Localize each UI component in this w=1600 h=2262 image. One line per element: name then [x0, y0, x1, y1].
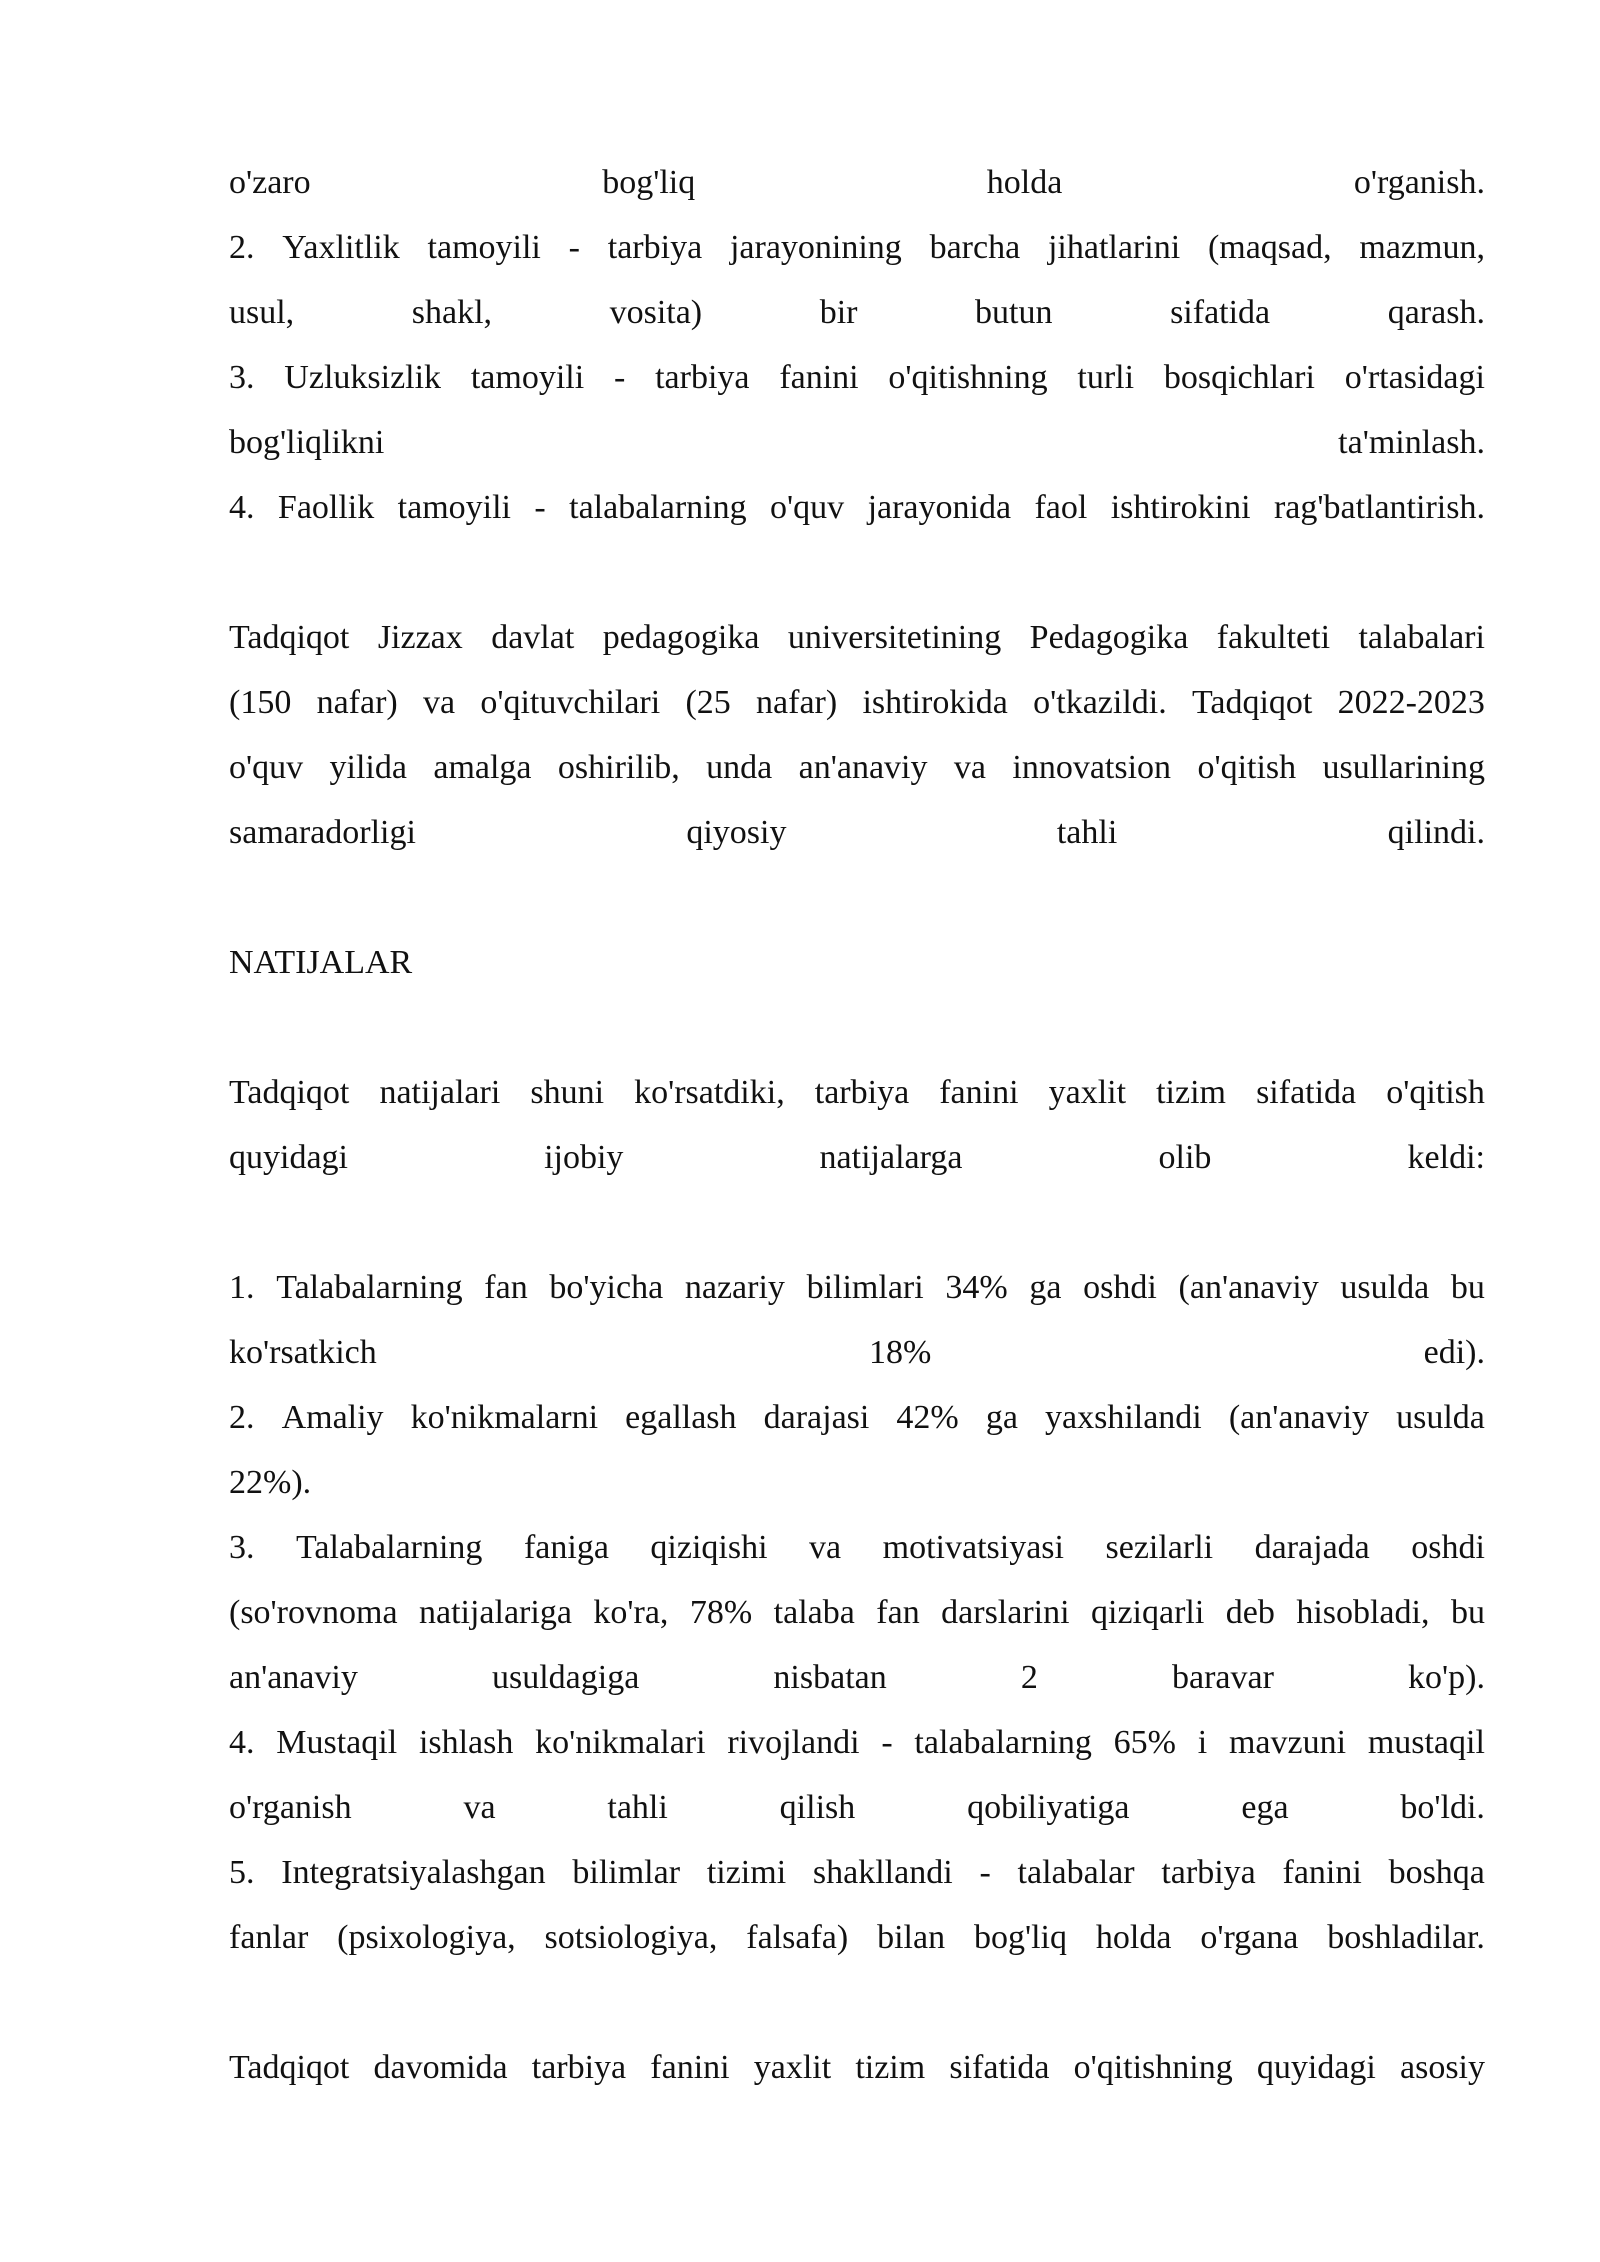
word: Tadqiqot: [229, 1074, 350, 1111]
word: talabalarning: [914, 1724, 1092, 1761]
word: tarbiya: [655, 359, 750, 396]
word: yaxlit: [1048, 1074, 1127, 1111]
word: ko'ra,: [593, 1594, 669, 1631]
word: amalga: [433, 749, 532, 786]
word: deb: [1225, 1594, 1275, 1631]
word: 2.: [229, 1399, 255, 1436]
word: (so'rovnoma: [229, 1594, 398, 1631]
word: turli: [1077, 359, 1135, 396]
word: ishlash: [418, 1724, 514, 1761]
word: ko'rsatkich: [229, 1334, 377, 1371]
word: tizim: [855, 2049, 926, 2086]
paragraph-gap: [229, 540, 1485, 605]
word: 3.: [229, 359, 255, 396]
word: oshirilib,: [557, 749, 680, 786]
word: i: [1197, 1724, 1208, 1761]
word: ishtirokida: [862, 684, 1008, 721]
word: -: [613, 359, 626, 396]
word: natijalariga: [419, 1594, 572, 1631]
word: bilimlari: [806, 1269, 924, 1306]
word: nafar): [756, 684, 838, 721]
text-line: [229, 1320, 1485, 1385]
word: o'rganish.: [1353, 164, 1485, 201]
word: jihatlarini: [1047, 229, 1181, 266]
word: holda: [986, 164, 1063, 201]
word: Talabalarning: [296, 1529, 483, 1566]
word: rivojlandi: [727, 1724, 860, 1761]
word: egallash: [625, 1399, 737, 1436]
word: -: [979, 1854, 991, 1891]
word: natijalarga: [819, 1139, 963, 1176]
word: usulda: [1396, 1399, 1485, 1436]
word: sezilarli: [1105, 1529, 1214, 1566]
word: talaba: [773, 1594, 855, 1631]
text-line: [229, 1385, 1485, 1450]
text-line: [229, 150, 1485, 215]
word: quyidagi: [229, 1139, 348, 1176]
word: boshqa: [1388, 1854, 1485, 1891]
word: -: [881, 1724, 893, 1761]
document-body: [229, 150, 1485, 2100]
word: yaxshilandi: [1045, 1399, 1202, 1436]
word: universitetining: [787, 619, 1002, 656]
word: darslarini: [941, 1594, 1070, 1631]
word: Pedagogika: [1029, 619, 1189, 656]
word: vosita): [609, 294, 703, 331]
word: mazmun,: [1359, 229, 1485, 266]
word: Integratsiyalashgan: [281, 1854, 546, 1891]
text-line: [229, 800, 1485, 865]
word: keldi:: [1407, 1139, 1485, 1176]
word: talabalari: [1358, 619, 1485, 656]
text-line: [229, 475, 1485, 540]
word: asosiy: [1400, 2049, 1485, 2086]
word: va: [809, 1529, 842, 1566]
word: ishtirokini: [1110, 489, 1251, 526]
word: tarbiya: [607, 229, 703, 266]
word: -: [568, 229, 580, 266]
text-line: [229, 1710, 1485, 1775]
word: bo'yicha: [549, 1269, 664, 1306]
word: davomida: [373, 2049, 508, 2086]
word: bu: [1450, 1269, 1485, 1306]
word: ko'nikmalari: [535, 1724, 706, 1761]
word: 1.: [229, 1269, 255, 1306]
word: bo'ldi.: [1400, 1789, 1485, 1826]
word: edi).: [1423, 1334, 1485, 1371]
word: pedagogika: [602, 619, 760, 656]
word: fanini: [1282, 1854, 1362, 1891]
text-line: [229, 1905, 1485, 1970]
word: (an'anaviy: [1228, 1399, 1370, 1436]
text-line: [229, 1125, 1485, 1190]
word: natijalari: [379, 1074, 501, 1111]
text-line: [229, 670, 1485, 735]
text-line: [229, 215, 1485, 280]
word: fan: [876, 1594, 920, 1631]
text-line: [229, 1840, 1485, 1905]
word: hisobladi,: [1296, 1594, 1430, 1631]
word: qilindi.: [1387, 814, 1485, 851]
word: nafar): [316, 684, 398, 721]
word: fakulteti: [1216, 619, 1331, 656]
word: fanini: [650, 2049, 730, 2086]
word: yilida: [329, 749, 407, 786]
word: holda: [1095, 1919, 1172, 1956]
word: 2: [1020, 1659, 1038, 1696]
word: bir: [819, 294, 858, 331]
word: sotsiologiya,: [544, 1919, 718, 1956]
word: sifatida: [1170, 294, 1271, 331]
word: barcha: [929, 229, 1021, 266]
word: rag'batlantirish.: [1273, 489, 1485, 526]
word: Tadqiqot: [1191, 684, 1313, 721]
word: unda: [706, 749, 773, 786]
word: tamoyili: [427, 229, 541, 266]
text-line: [229, 735, 1485, 800]
word: o'rtasidagi: [1344, 359, 1485, 396]
text-line: [229, 1580, 1485, 1645]
word: (psixologiya,: [337, 1919, 516, 1956]
word: an'anaviy: [798, 749, 928, 786]
word: tamoyili: [470, 359, 585, 396]
text-line: [229, 345, 1485, 410]
word: usullarining: [1322, 749, 1485, 786]
word: bog'liqlikni: [229, 424, 385, 461]
word: talabalar: [1017, 1854, 1135, 1891]
word: bilan: [877, 1919, 946, 1956]
word: 4.: [229, 1724, 255, 1761]
word: sifatida: [1256, 1074, 1357, 1111]
text-line: [229, 1255, 1485, 1320]
word: darajasi: [763, 1399, 870, 1436]
paragraph-gap: [229, 1970, 1485, 2035]
word: 78%: [689, 1594, 753, 1631]
word: va: [463, 1789, 496, 1826]
word: bu: [1450, 1594, 1485, 1631]
word: innovatsion: [1012, 749, 1172, 786]
word: Uzluksizlik: [284, 359, 442, 396]
word: qiziqarli: [1091, 1594, 1205, 1631]
word: va: [953, 749, 986, 786]
word: qarash.: [1387, 294, 1485, 331]
section-heading: NATIJALAR: [229, 944, 413, 981]
word: -: [534, 489, 546, 526]
word: Mustaqil: [276, 1724, 398, 1761]
word: qiziqishi: [650, 1529, 768, 1566]
word: o'tkazildi.: [1033, 684, 1167, 721]
word: tarbiya: [531, 2049, 627, 2086]
word: yaxlit: [753, 2049, 832, 2086]
word: Faollik: [277, 489, 375, 526]
word: Talabalarning: [276, 1269, 463, 1306]
word: falsafa): [746, 1919, 849, 1956]
word: o'rganish: [229, 1789, 352, 1826]
word: 4.: [229, 489, 255, 526]
word: usul,: [229, 294, 295, 331]
word: shuni: [530, 1074, 605, 1111]
word: o'qitishning: [888, 359, 1048, 396]
word: sifatida: [949, 2049, 1050, 2086]
text-line: [229, 410, 1485, 475]
paragraph-gap: [229, 995, 1485, 1060]
word: tizim: [1156, 1074, 1226, 1111]
word: (25: [685, 684, 731, 721]
word: o'qitish: [1386, 1074, 1485, 1111]
word: o'qitishning: [1073, 2049, 1233, 2086]
word: qobiliyatiga: [967, 1789, 1130, 1826]
word: tizimi: [706, 1854, 787, 1891]
word: bog'liq: [973, 1919, 1067, 1956]
word: fanini: [939, 1074, 1019, 1111]
word: Amaliy: [281, 1399, 384, 1436]
word: olib: [1158, 1139, 1212, 1176]
word: motivatsiyasi: [882, 1529, 1064, 1566]
word: tahli: [1056, 814, 1118, 851]
word: o'rgana: [1200, 1919, 1299, 1956]
word: ko'p).: [1408, 1659, 1485, 1696]
word: ko'rsatdiki,: [634, 1074, 785, 1111]
word: qilish: [779, 1789, 856, 1826]
word: 2.: [229, 229, 255, 266]
word: nisbatan: [773, 1659, 887, 1696]
text-line: [229, 605, 1485, 670]
text-line: [229, 280, 1485, 345]
word: 3.: [229, 1529, 255, 1566]
paragraph-gap: [229, 865, 1485, 930]
word: tahli: [607, 1789, 668, 1826]
word: faniga: [523, 1529, 609, 1566]
word: 5.: [229, 1854, 255, 1891]
text-line: [229, 1645, 1485, 1710]
word: (150: [229, 684, 292, 721]
word: o'qitish: [1197, 749, 1297, 786]
word: fanini: [779, 359, 859, 396]
word: 34%: [945, 1269, 1008, 1306]
word: fanlar: [229, 1919, 309, 1956]
word: tamoyili: [397, 489, 511, 526]
word: usuldagiga: [491, 1659, 640, 1696]
word: 65%: [1113, 1724, 1176, 1761]
word: 2022-2023: [1337, 684, 1485, 721]
paragraph-gap: [229, 1190, 1485, 1255]
word: oshdi: [1083, 1269, 1157, 1306]
word: (an'anaviy: [1178, 1269, 1319, 1306]
word: baravar: [1171, 1659, 1274, 1696]
word: darajada: [1254, 1529, 1370, 1566]
word: shakl,: [411, 294, 493, 331]
word: ga: [985, 1399, 1018, 1436]
word: o'quv: [229, 749, 304, 786]
word: bosqichlari: [1163, 359, 1315, 396]
word: butun: [975, 294, 1053, 331]
word: o'qituvchilari: [480, 684, 661, 721]
word: fan: [484, 1269, 528, 1306]
word: an'anaviy: [229, 1659, 358, 1696]
word: va: [422, 684, 456, 721]
word: Tadqiqot: [229, 619, 350, 656]
word: 18%: [869, 1334, 932, 1371]
word: samaradorligi: [229, 814, 416, 851]
word: ta'minlash.: [1338, 424, 1485, 461]
word: ijobiy: [544, 1139, 624, 1176]
text-line: [229, 2035, 1485, 2100]
word: o'quv: [770, 489, 845, 526]
word: jarayonining: [729, 229, 902, 266]
word: quyidagi: [1256, 2049, 1376, 2086]
word: (maqsad,: [1207, 229, 1332, 266]
text-line: [229, 1060, 1485, 1125]
word: qiyosiy: [686, 814, 787, 851]
word: tarbiya: [814, 1074, 910, 1111]
text-line: 22%).: [229, 1464, 312, 1501]
word: jarayonida: [867, 489, 1012, 526]
word: ega: [1241, 1789, 1289, 1826]
word: mavzuni: [1228, 1724, 1347, 1761]
word: bilimlar: [572, 1854, 681, 1891]
word: oshdi: [1411, 1529, 1485, 1566]
word: ga: [1029, 1269, 1062, 1306]
word: shakllandi: [812, 1854, 953, 1891]
word: o'zaro: [229, 164, 311, 201]
text-line: [229, 1775, 1485, 1840]
word: tarbiya: [1161, 1854, 1256, 1891]
word: mustaqil: [1367, 1724, 1485, 1761]
word: 42%: [896, 1399, 959, 1436]
word: talabalarning: [569, 489, 747, 526]
word: davlat: [491, 619, 575, 656]
text-line: [229, 1515, 1485, 1580]
word: usulda: [1340, 1269, 1430, 1306]
word: Tadqiqot: [229, 2049, 350, 2086]
word: faol: [1034, 489, 1088, 526]
word: ko'nikmalarni: [410, 1399, 599, 1436]
word: boshladilar.: [1327, 1919, 1485, 1956]
word: nazariy: [684, 1269, 785, 1306]
word: Yaxlitlik: [282, 229, 400, 266]
word: bog'liq: [602, 164, 696, 201]
word: Jizzax: [377, 619, 463, 656]
